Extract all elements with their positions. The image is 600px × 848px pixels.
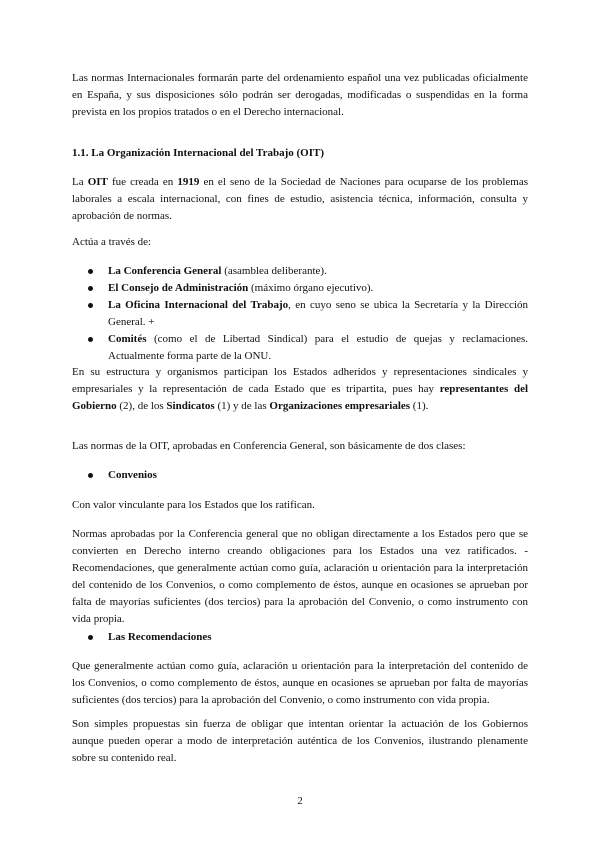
organos-list bbox=[72, 263, 528, 365]
list-item: Convenios bbox=[72, 467, 528, 484]
estructura-paragraph: En su estructura y organismos participan los Estados adheridos y representaciones sindicales y empresariales y la representación de cada Estado que es tripartita, pues hay representantes del Gobierno (2), de los Sindicatos (1) y de las Organizaciones empresariales (1). bbox=[72, 366, 529, 412]
bullet-icon bbox=[88, 286, 93, 291]
oit-paragraph: La OIT fue creada en 1919 en el seno de la Sociedad de Naciones para ocuparse de los problemas laborales a escala internacional, con fines de estudio, asistencia técnica, información, consulta y aprobación de normas. bbox=[72, 176, 529, 222]
recomendaciones-paragraph-2: Son simples propuestas sin fuerza de obligar que intentan orientar la actuación de los Gobiernos aunque pueden operar a modo de interpretación auténtica de los Convenios, ilustrando plenamente sobre su contenido real. bbox=[72, 718, 528, 764]
recomendaciones-heading bbox=[72, 629, 528, 646]
list-item: Comités (como el de Libertad Sindical) para el estudio de quejas y reclamaciones. Actualmente forma parte de la ONU. bbox=[72, 331, 528, 365]
list-item: El Consejo de Administración (máximo órgano ejecutivo). bbox=[72, 280, 528, 297]
list-item: La Oficina Internacional del Trabajo, en cuyo seno se ubica la Secretaría y la Dirección General. + bbox=[72, 297, 528, 331]
list-item: Las Recomendaciones bbox=[72, 629, 528, 646]
convenios-paragraph-2: Normas aprobadas por la Conferencia general que no obligan directamente a los Estados pero que se convierten en Derecho interno creando obligaciones para los Estados una vez ratificados. -Recomendaciones, que generalmente actúan como guía, aclaración u orientación para la interpretación del contenido de los Convenios, o como complemento de éstos, aunque en ocasiones se aprueban por falta de mayorías suficientes (dos tercios) para la aprobación del Convenio, o como instrumento con vida propia. bbox=[72, 528, 528, 625]
year-bold: 1919 bbox=[177, 176, 200, 188]
recomendaciones-paragraph-1: Que generalmente actúan como guía, aclaración u orientación para la interpretación del contenido de los Convenios, o como complemento de éstos, aunque en ocasiones se aprueban por falta de mayorías suficientes (dos tercios) para la aprobación del Convenio, o como instrumento con vida propia. bbox=[72, 660, 528, 706]
intro-paragraph: Las normas Internacionales formarán parte del ordenamiento español una vez publicadas oficialmente en España, y sus disposiciones sólo podrán ser derogadas, modificadas o suspendidas en la forma prevista en los propios tratados o en el Derecho internacional. bbox=[72, 72, 528, 118]
bullet-icon bbox=[88, 635, 93, 640]
convenios-heading bbox=[72, 467, 528, 484]
page-number: 2 bbox=[297, 795, 303, 807]
bullet-icon bbox=[88, 473, 93, 478]
bullet-icon bbox=[88, 337, 93, 342]
section-heading: 1.1. La Organización Internacional del Trabajo (OIT) bbox=[72, 147, 324, 159]
bullet-icon bbox=[88, 269, 93, 274]
bullet-icon bbox=[88, 303, 93, 308]
normas-intro-paragraph: Las normas de la OIT, aprobadas en Conferencia General, son básicamente de dos clases: bbox=[72, 440, 466, 452]
actua-paragraph: Actúa a través de: bbox=[72, 236, 152, 248]
list-item: La Conferencia General (asamblea deliberante). bbox=[72, 263, 528, 280]
convenios-paragraph-1: Con valor vinculante para los Estados que los ratifican. bbox=[72, 499, 315, 511]
oit-bold: OIT bbox=[87, 176, 108, 188]
